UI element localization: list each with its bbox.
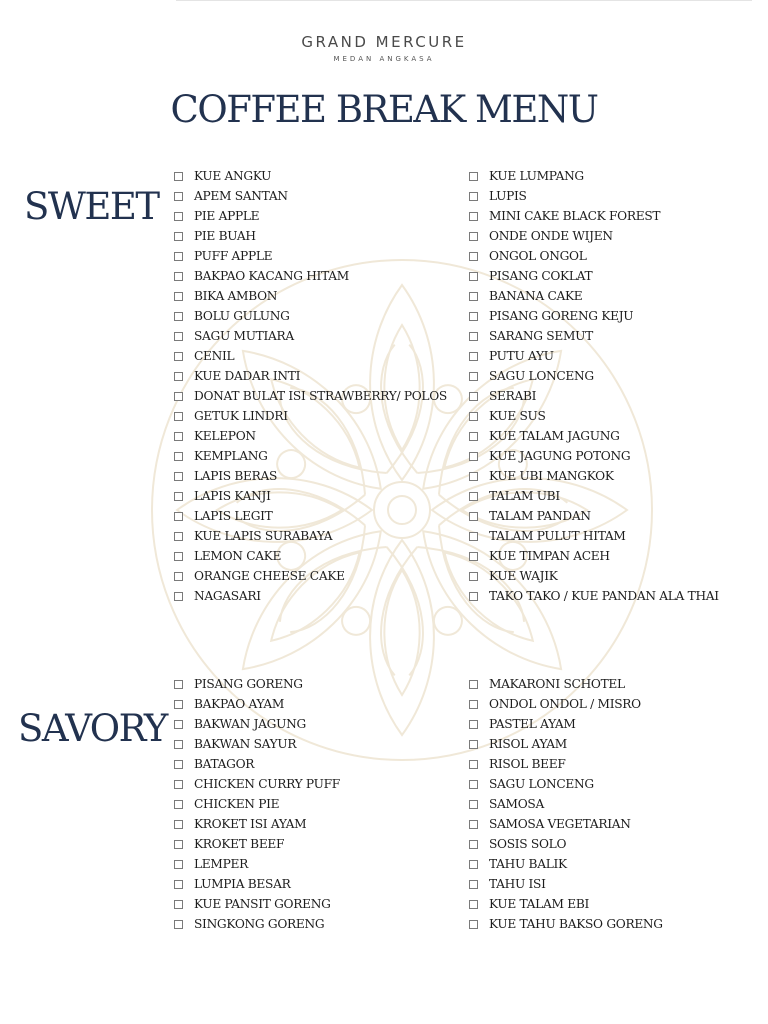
menu-item[interactable] xyxy=(469,306,719,326)
menu-item[interactable] xyxy=(174,306,447,326)
empty-checkbox-icon[interactable] xyxy=(174,820,183,829)
empty-checkbox-icon[interactable] xyxy=(469,372,478,381)
menu-item[interactable] xyxy=(174,526,447,546)
menu-item-label: KELEPON xyxy=(194,429,256,443)
menu-item[interactable] xyxy=(174,446,447,466)
menu-item-label: LAPIS BERAS xyxy=(194,469,278,483)
sweet-list-right xyxy=(469,166,719,606)
empty-checkbox-icon[interactable] xyxy=(469,472,478,481)
menu-item[interactable] xyxy=(469,734,663,754)
empty-checkbox-icon[interactable] xyxy=(469,880,478,889)
empty-checkbox-icon[interactable] xyxy=(469,840,478,849)
empty-checkbox-icon[interactable] xyxy=(174,700,183,709)
menu-item[interactable] xyxy=(174,406,447,426)
menu-item-label: SINGKONG GORENG xyxy=(194,917,325,931)
empty-checkbox-icon[interactable] xyxy=(174,840,183,849)
empty-checkbox-icon[interactable] xyxy=(174,352,183,361)
menu-item-label: RISOL AYAM xyxy=(489,737,567,751)
menu-item-label: PUTU AYU xyxy=(489,349,554,363)
menu-item-label: GETUK LINDRI xyxy=(194,409,288,423)
menu-item-label: ONDE ONDE WIJEN xyxy=(489,229,613,243)
menu-item-label: KUE TALAM EBI xyxy=(489,897,589,911)
menu-item[interactable] xyxy=(174,794,340,814)
menu-item[interactable] xyxy=(174,566,447,586)
menu-item[interactable] xyxy=(174,166,447,186)
empty-checkbox-icon[interactable] xyxy=(174,472,183,481)
empty-checkbox-icon[interactable] xyxy=(174,192,183,201)
menu-item[interactable] xyxy=(174,286,447,306)
empty-checkbox-icon[interactable] xyxy=(174,432,183,441)
menu-item-label: KROKET ISI AYAM xyxy=(194,817,307,831)
menu-item[interactable] xyxy=(469,774,663,794)
menu-item-label: ONDOL ONDOL / MISRO xyxy=(489,697,641,711)
menu-item[interactable] xyxy=(174,226,447,246)
empty-checkbox-icon[interactable] xyxy=(174,452,183,461)
menu-item[interactable] xyxy=(469,526,719,546)
empty-checkbox-icon[interactable] xyxy=(469,392,478,401)
menu-item[interactable] xyxy=(469,486,719,506)
menu-item-label: SAGU LONCENG xyxy=(489,369,594,383)
menu-item-label: BATAGOR xyxy=(194,757,255,771)
empty-checkbox-icon[interactable] xyxy=(469,192,478,201)
empty-checkbox-icon[interactable] xyxy=(174,572,183,581)
menu-item[interactable] xyxy=(469,226,719,246)
empty-checkbox-icon[interactable] xyxy=(469,292,478,301)
menu-item[interactable] xyxy=(174,506,447,526)
menu-item[interactable] xyxy=(469,914,663,934)
menu-item-label: KUE DADAR INTI xyxy=(194,369,301,383)
menu-item-label: RISOL BEEF xyxy=(489,757,566,771)
menu-item-label: TAHU ISI xyxy=(489,877,546,891)
menu-item-label: APEM SANTAN xyxy=(194,189,288,203)
menu-item-label: PISANG COKLAT xyxy=(489,269,593,283)
menu-item[interactable] xyxy=(174,734,340,754)
menu-item-label: DONAT BULAT ISI STRAWBERRY/ POLOS xyxy=(194,389,447,403)
menu-item-label: TALAM PANDAN xyxy=(489,509,591,523)
menu-item-label: KUE TALAM JAGUNG xyxy=(489,429,620,443)
empty-checkbox-icon[interactable] xyxy=(174,720,183,729)
menu-item-label: TALAM PULUT HITAM xyxy=(489,529,626,543)
empty-checkbox-icon[interactable] xyxy=(174,252,183,261)
menu-item[interactable] xyxy=(174,366,447,386)
empty-checkbox-icon[interactable] xyxy=(469,412,478,421)
menu-item[interactable] xyxy=(469,586,719,606)
empty-checkbox-icon[interactable] xyxy=(469,532,478,541)
menu-item[interactable] xyxy=(174,386,447,406)
menu-item-label: KUE TIMPAN ACEH xyxy=(489,549,610,563)
menu-item[interactable] xyxy=(174,774,340,794)
menu-item-label: KEMPLANG xyxy=(194,449,268,463)
menu-item-label: LEMPER xyxy=(194,857,248,871)
empty-checkbox-icon[interactable] xyxy=(469,572,478,581)
menu-item-label: TAHU BALIK xyxy=(489,857,567,871)
menu-item[interactable] xyxy=(469,854,663,874)
menu-item[interactable] xyxy=(174,914,340,934)
menu-item[interactable] xyxy=(174,714,340,734)
menu-item-label: SAGU LONCENG xyxy=(489,777,594,791)
empty-checkbox-icon[interactable] xyxy=(174,292,183,301)
empty-checkbox-icon[interactable] xyxy=(174,392,183,401)
menu-item[interactable] xyxy=(469,674,663,694)
menu-item-label: SAMOSA xyxy=(489,797,544,811)
empty-checkbox-icon[interactable] xyxy=(469,452,478,461)
empty-checkbox-icon[interactable] xyxy=(469,272,478,281)
menu-item[interactable] xyxy=(174,266,447,286)
menu-item[interactable] xyxy=(174,854,340,874)
empty-checkbox-icon[interactable] xyxy=(174,372,183,381)
savory-list-right xyxy=(469,674,663,934)
sweet-list-left xyxy=(174,166,447,606)
menu-item[interactable] xyxy=(469,506,719,526)
empty-checkbox-icon[interactable] xyxy=(174,412,183,421)
menu-item-label: MINI CAKE BLACK FOREST xyxy=(489,209,661,223)
section-label-savory: SAVORY xyxy=(18,707,167,750)
menu-item[interactable] xyxy=(469,446,719,466)
menu-item-label: LAPIS LEGIT xyxy=(194,509,273,523)
empty-checkbox-icon[interactable] xyxy=(469,592,478,601)
menu-item-label: SOSIS SOLO xyxy=(489,837,567,851)
menu-item-label: SERABI xyxy=(489,389,537,403)
menu-item-label: BAKWAN JAGUNG xyxy=(194,717,306,731)
page-title: COFFEE BREAK MENU xyxy=(170,88,598,131)
menu-item-label: BAKPAO AYAM xyxy=(194,697,284,711)
empty-checkbox-icon[interactable] xyxy=(469,352,478,361)
empty-checkbox-icon[interactable] xyxy=(469,720,478,729)
menu-item[interactable] xyxy=(469,714,663,734)
menu-item[interactable] xyxy=(469,566,719,586)
menu-item-label: SAGU MUTIARA xyxy=(194,329,294,343)
menu-item-label: SARANG SEMUT xyxy=(489,329,593,343)
empty-checkbox-icon[interactable] xyxy=(174,860,183,869)
empty-checkbox-icon[interactable] xyxy=(469,332,478,341)
empty-checkbox-icon[interactable] xyxy=(174,900,183,909)
menu-item[interactable] xyxy=(469,186,719,206)
empty-checkbox-icon[interactable] xyxy=(469,512,478,521)
menu-item[interactable] xyxy=(174,586,447,606)
empty-checkbox-icon[interactable] xyxy=(174,492,183,501)
empty-checkbox-icon[interactable] xyxy=(469,820,478,829)
menu-item[interactable] xyxy=(469,386,719,406)
empty-checkbox-icon[interactable] xyxy=(469,780,478,789)
empty-checkbox-icon[interactable] xyxy=(174,212,183,221)
menu-item[interactable] xyxy=(469,266,719,286)
menu-item[interactable] xyxy=(174,466,447,486)
menu-item[interactable] xyxy=(174,894,340,914)
menu-item[interactable] xyxy=(469,754,663,774)
menu-item-label: TAKO TAKO / KUE PANDAN ALA THAI xyxy=(489,589,719,603)
empty-checkbox-icon[interactable] xyxy=(469,900,478,909)
empty-checkbox-icon[interactable] xyxy=(469,700,478,709)
empty-checkbox-icon[interactable] xyxy=(174,680,183,689)
empty-checkbox-icon[interactable] xyxy=(174,532,183,541)
menu-item-label: KUE ANGKU xyxy=(194,169,272,183)
menu-item[interactable] xyxy=(469,814,663,834)
empty-checkbox-icon[interactable] xyxy=(469,740,478,749)
menu-item[interactable] xyxy=(174,426,447,446)
empty-checkbox-icon[interactable] xyxy=(174,780,183,789)
empty-checkbox-icon[interactable] xyxy=(469,760,478,769)
empty-checkbox-icon[interactable] xyxy=(174,800,183,809)
menu-item[interactable] xyxy=(469,426,719,446)
menu-item-label: LAPIS KANJI xyxy=(194,489,271,503)
empty-checkbox-icon[interactable] xyxy=(174,312,183,321)
menu-item[interactable] xyxy=(174,674,340,694)
menu-item-label: KUE UBI MANGKOK xyxy=(489,469,614,483)
empty-checkbox-icon[interactable] xyxy=(469,860,478,869)
menu-item-label: BAKPAO KACANG HITAM xyxy=(194,269,349,283)
menu-item-label: LUMPIA BESAR xyxy=(194,877,291,891)
empty-checkbox-icon[interactable] xyxy=(174,172,183,181)
menu-item-label: LUPIS xyxy=(489,189,527,203)
menu-item-label: KUE PANSIT GORENG xyxy=(194,897,331,911)
empty-checkbox-icon[interactable] xyxy=(174,592,183,601)
brand-subtitle: MEDAN ANGKASA xyxy=(333,55,435,63)
menu-item-label: SAMOSA VEGETARIAN xyxy=(489,817,631,831)
empty-checkbox-icon[interactable] xyxy=(174,512,183,521)
menu-item[interactable] xyxy=(174,694,340,714)
menu-item-label: LEMON CAKE xyxy=(194,549,282,563)
menu-item[interactable] xyxy=(469,346,719,366)
menu-item[interactable] xyxy=(174,346,447,366)
menu-item-label: CENIL xyxy=(194,349,235,363)
empty-checkbox-icon[interactable] xyxy=(174,232,183,241)
menu-item-label: PIE BUAH xyxy=(194,229,256,243)
menu-item-label: KROKET BEEF xyxy=(194,837,285,851)
empty-checkbox-icon[interactable] xyxy=(469,680,478,689)
menu-item[interactable] xyxy=(174,874,340,894)
brand-name: GRAND MERCURE xyxy=(301,33,467,51)
menu-item[interactable] xyxy=(469,406,719,426)
empty-checkbox-icon[interactable] xyxy=(469,492,478,501)
empty-checkbox-icon[interactable] xyxy=(174,740,183,749)
menu-item-label: CHICKEN PIE xyxy=(194,797,280,811)
empty-checkbox-icon[interactable] xyxy=(469,252,478,261)
menu-item-label: KUE WAJIK xyxy=(489,569,558,583)
empty-checkbox-icon[interactable] xyxy=(469,312,478,321)
menu-item-label: TALAM UBI xyxy=(489,489,560,503)
menu-item[interactable] xyxy=(469,546,719,566)
menu-item[interactable] xyxy=(174,186,447,206)
empty-checkbox-icon[interactable] xyxy=(174,552,183,561)
empty-checkbox-icon[interactable] xyxy=(469,920,478,929)
menu-item-label: BANANA CAKE xyxy=(489,289,583,303)
menu-item[interactable] xyxy=(469,834,663,854)
menu-item[interactable] xyxy=(174,326,447,346)
empty-checkbox-icon[interactable] xyxy=(469,432,478,441)
empty-checkbox-icon[interactable] xyxy=(174,272,183,281)
empty-checkbox-icon[interactable] xyxy=(469,172,478,181)
empty-checkbox-icon[interactable] xyxy=(469,212,478,221)
menu-item[interactable] xyxy=(469,246,719,266)
menu-item[interactable] xyxy=(174,754,340,774)
brand-logo xyxy=(0,33,768,63)
empty-checkbox-icon[interactable] xyxy=(174,760,183,769)
menu-item-label: PISANG GORENG KEJU xyxy=(489,309,634,323)
menu-item-label: PIE APPLE xyxy=(194,209,260,223)
section-label-sweet: SWEET xyxy=(24,185,159,228)
menu-item[interactable] xyxy=(174,834,340,854)
menu-item[interactable] xyxy=(469,466,719,486)
savory-list-left xyxy=(174,674,340,934)
empty-checkbox-icon[interactable] xyxy=(174,332,183,341)
menu-item-label: CHICKEN CURRY PUFF xyxy=(194,777,340,791)
menu-item-label: ORANGE CHEESE CAKE xyxy=(194,569,345,583)
menu-item-label: KUE JAGUNG POTONG xyxy=(489,449,631,463)
menu-item-label: NAGASARI xyxy=(194,589,261,603)
empty-checkbox-icon[interactable] xyxy=(469,800,478,809)
menu-item[interactable] xyxy=(174,814,340,834)
menu-item-label: KUE TAHU BAKSO GORENG xyxy=(489,917,663,931)
menu-item-label: KUE LAPIS SURABAYA xyxy=(194,529,333,543)
menu-item[interactable] xyxy=(174,246,447,266)
menu-item[interactable] xyxy=(469,794,663,814)
menu-item-label: BOLU GULUNG xyxy=(194,309,290,323)
empty-checkbox-icon[interactable] xyxy=(469,232,478,241)
menu-item[interactable] xyxy=(469,366,719,386)
menu-item[interactable] xyxy=(469,286,719,306)
menu-item[interactable] xyxy=(469,894,663,914)
menu-item[interactable] xyxy=(469,166,719,186)
menu-item-label: MAKARONI SCHOTEL xyxy=(489,677,625,691)
menu-item-label: PASTEL AYAM xyxy=(489,717,576,731)
menu-item-label: BIKA AMBON xyxy=(194,289,278,303)
empty-checkbox-icon[interactable] xyxy=(174,920,183,929)
menu-item[interactable] xyxy=(469,326,719,346)
menu-item[interactable] xyxy=(469,206,719,226)
menu-item-label: PUFF APPLE xyxy=(194,249,273,263)
top-divider xyxy=(176,0,752,1)
empty-checkbox-icon[interactable] xyxy=(469,552,478,561)
menu-item-label: KUE LUMPANG xyxy=(489,169,584,183)
menu-item-label: KUE SUS xyxy=(489,409,546,423)
menu-item-label: BAKWAN SAYUR xyxy=(194,737,297,751)
menu-item-label: ONGOL ONGOL xyxy=(489,249,587,263)
menu-item[interactable] xyxy=(174,546,447,566)
menu-item[interactable] xyxy=(469,874,663,894)
menu-item[interactable] xyxy=(174,486,447,506)
menu-item[interactable] xyxy=(469,694,663,714)
menu-item-label: PISANG GORENG xyxy=(194,677,303,691)
empty-checkbox-icon[interactable] xyxy=(174,880,183,889)
menu-item[interactable] xyxy=(174,206,447,226)
